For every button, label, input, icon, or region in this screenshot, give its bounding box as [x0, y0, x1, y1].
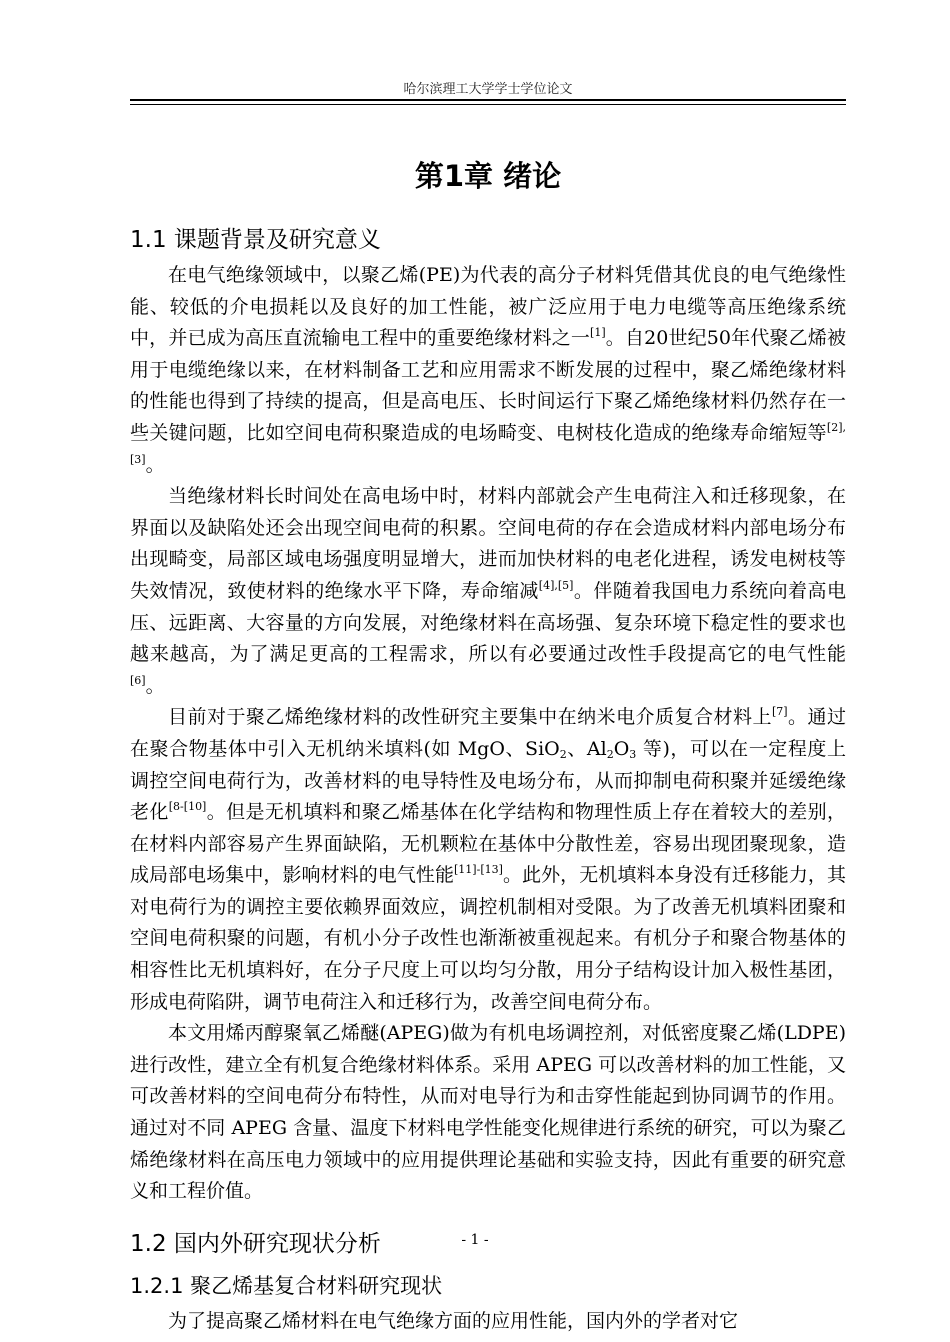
paragraph-4: 本文用烯丙醇聚氧乙烯醚(APEG)做为有机电场调控剂，对低密度聚乙烯(LDPE)进行改性，建立全有机复合绝缘材料体系。采用 APEG 可以改善材料的加工性能，又可改善材料的空间电荷分布特性，从而对电导行为和击穿性能起到协同调节的作用。通过对不同 APEG 含量、温度下材料电学性能变化规律进行系统的研究，可以为聚乙烯绝缘材料在高压电力领域中的应用提供理论基础和实验支持，因此有重要的研究意义和工程价值。 [130, 1022, 846, 1203]
p2-text-c: 。 [145, 674, 165, 697]
p3-text-b: 。通过在聚合物基体中引入无机纳米填料(如 MgO、SiO [130, 706, 846, 760]
p2-text-a: 当绝缘材料长时间处在高电场中时，材料内部就会产生电荷注入和迁移现象，在界面以及缺陷处还会出现空间电荷的积累。空间电荷的存在会造成材料内部电场分布出现畸变，局部区域电场强度明显增大，进而加快材料的电老化进程，诱发电树枝等失效情况，致使材料的绝缘水平下降，寿命缩减 [130, 485, 846, 602]
header-rule-thin [130, 104, 846, 105]
p1-text-b: 。自20世纪50年代聚乙烯被用于电缆绝缘以来，在材料制备工艺和应用需求不断发展的过程中，聚乙烯绝缘材料的性能也得到了持续的提高，但是高电压、长时间运行下聚乙烯绝缘材料仍然存在一些关键问题，比如空间电荷积聚造成的电场畸变、电树枝化造成的绝缘寿命缩短等 [130, 327, 846, 444]
section-heading-1-1: 1.1 课题背景及研究意义 [130, 227, 381, 253]
p3-text-e: 等)，可以在一定程度上调控空间电荷行为，改善材料的电导特性及电场分布，从而抑制电荷积聚并延缓绝缘老化 [130, 737, 846, 824]
citation-8-10: [8-[10] [168, 800, 207, 814]
subscript-o3: 3 [629, 747, 637, 761]
page-number: - 1 - [461, 1232, 489, 1248]
citation-6: [6] [130, 673, 146, 687]
running-header: 哈尔滨理工大学学士学位论文 [403, 82, 573, 97]
subscript-sio2: 2 [559, 747, 567, 761]
citation-4-5: [4],[5] [538, 578, 574, 592]
citation-7: [7] [771, 705, 788, 719]
p3-text-g: 。此外，无机填料本身没有迁移能力，其对电荷行为的调控主要依赖界面效应，调控机制相对受限。为了改善无机填料团聚和空间电荷积聚的问题，有机小分子改性也渐渐被重视起来。有机分子和聚合物基体的相容性比无机填料好，在分子尺度上可以均匀分散，用分子结构设计加入极性基团，形成电荷陷阱，调节电荷注入和迁移行为，改善空间电荷分布。 [130, 864, 846, 1013]
citation-11-13: [11]-[13] [454, 863, 503, 877]
header-rule-thick [130, 99, 846, 101]
citation-1: [1] [590, 326, 606, 340]
section-heading-1-2: 1.2 国内外研究现状分析 [130, 1230, 381, 1257]
section-heading-1-2-1: 1.2.1 聚乙烯基复合材料研究现状 [130, 1273, 443, 1298]
p3-text-c: 、Al [566, 737, 607, 760]
p1-text-c: 。 [145, 453, 165, 476]
chapter-title: 第1章 绪论 [414, 159, 562, 193]
p1-text-a: 在电气绝缘领域中，以聚乙烯(PE)为代表的高分子材料凭借其优良的电气绝缘性能、较低的介电损耗以及良好的加工性能，被广泛应用于电力电缆等高压绝缘系统中，并已成为高压直流输电工程中的重要绝缘材料之一 [130, 264, 846, 350]
citation-2-3: [2],[3] [130, 420, 846, 466]
subscript-al2: 2 [606, 747, 614, 761]
p3-text-a: 目前对于聚乙烯绝缘材料的改性研究主要集中在纳米电介质复合材料上 [168, 706, 772, 729]
page-content [130, 150, 846, 1337]
p2-text-b: 。伴随着我国电力系统向着高电压、远距离、大容量的方向发展，对绝缘材料在高场强、复杂环境下稳定性的要求也越来越高，为了满足更高的工程需求，所以有必要通过改性手段提高它的电气性能 [130, 579, 846, 666]
p3-text-f: 。但是无机填料和聚乙烯基体在化学结构和物理性质上存在着较大的差别，在材料内部容易产生界面缺陷，无机颗粒在基体中分散性差，容易出现团聚现象，造成局部电场集中，影响材料的电气性能 [130, 801, 846, 887]
paragraph-1 [130, 260, 846, 481]
paragraph-2 [130, 481, 846, 702]
paragraph-3 [130, 702, 846, 1018]
p3-text-d: O [613, 737, 630, 760]
paragraph-5: 为了提高聚乙烯材料在电气绝缘方面的应用性能，国内外的学者对它 [168, 1309, 739, 1332]
